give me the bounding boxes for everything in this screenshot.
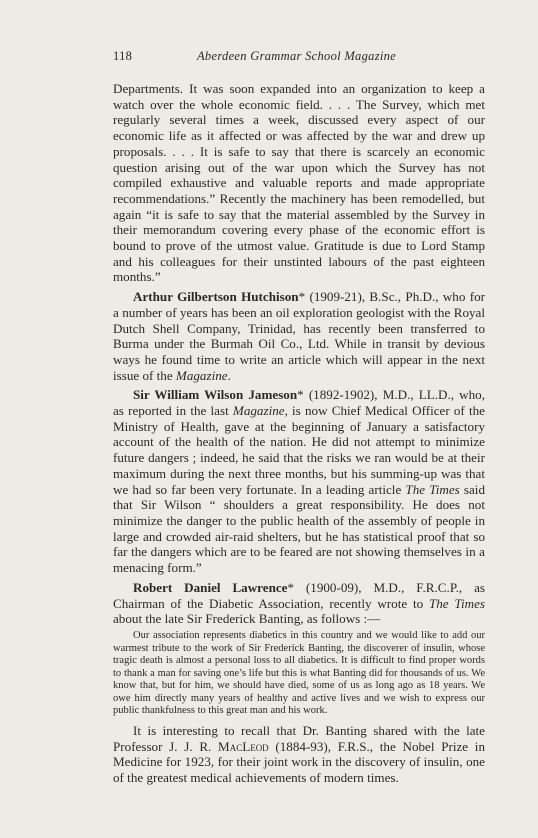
paragraph-banting-text-1: It is interesting to recall that Dr. Banting shared with the late Professor J. J. R. [113,723,485,754]
paragraph-survey: Departments. It was soon expanded into an organization to keep a watch over the whole economic field. . . . The Survey, which met regularly several times a week, discussed every aspect of our economic life as it affected or was affected by the war and drew up proposals. . . . It is safe to say that there is scarcely an economic question arising out of the war upon which the Survey has not compiled exhaustive and valuable reports and made appropriate recommendations.” Recently the machinery has been remodelled, but again “it is safe to say that the material assembled by the Survey in their memorandum covering every phase of the economic effort is bound to prove of the utmost value. Gratitude is due to Lord Stamp and his colleagues for their unstinted labours of the past eighteen months.” [113,81,485,285]
page-number: 118 [113,49,133,63]
paragraph-hutchison-end: . [227,367,231,383]
paragraph-hutchison-text: * (1909-21), B.Sc., Ph.D., who for a number of years has been an oil exploration geologist with the Royal Dutch Shell Company, Trinidad, has recently been transferred to Burma under the Burmah Oil Co., Ltd. While in transit by devious ways he found time to write an article which will appear in the next issue of the [113,289,485,383]
person-name-macleod: MacLeod [218,738,269,754]
paragraph-lawrence-text-2: about the late Sir Frederick Banting, as follows :— [113,611,381,627]
running-title: Aberdeen Grammar School Magazine [197,49,397,63]
paragraph-lawrence [113,580,485,627]
paragraph-hutchison [113,289,485,383]
paragraph-jameson-text-3: said that Sir Wilson “ shoulders a great responsibility. He does not minimize the danger to the public health of the assembly of people in large and crowded air-raid shelters, but he has statistical proof that so far the dangers which are to be feared are not showing themselves in a menacing form.” [113,481,485,576]
magazine-title: Magazine [175,367,228,383]
block-quote: Our association represents diabetics in this country and we would like to add our warmest tribute to the work of Sir Frederick Banting, the discoverer of insulin, whose tragic death is almost a personal loss to all diabetics. It is difficult to find proper words to thank a man for saving one’s life but this is what Banting did for thousands of us. We know that, but for him, we should have died, some of us as long ago as 18 years. We owe him directly many years of healthy and active lives and we wish to express our public thankfulness to this great man and his work. [113,629,485,717]
newspaper-title: The Times [405,481,460,497]
paragraph-jameson-text-2: , is now Chief Medical Officer of the Ministry of Health, gave at the beginning of January a satisfactory account of the health of the nation. He did not attempt to minimize future dangers ; indeed, he said that the risks we ran would be at their maximum during the next three months, but his summing-up was that we had so far been very fortunate. In a leading article [113,403,485,497]
paragraph-jameson-text-1: * (1892-1902), M.D., LL.D., who, as reported in the last [113,387,486,419]
paragraph-lawrence-text-1: * (1900-09), M.D., F.R.C.P., as Chairman of the Diabetic Association, recently wrote to [113,579,486,611]
paragraph-banting-text-2: (1884-93), F.R.S., the Nobel Prize in Medicine for 1923, for their joint work in the discovery of insulin, one of the greatest medical achievements of modern times. [113,738,485,786]
paragraph-jameson [113,387,485,575]
paragraph-banting [113,723,485,786]
article-body [113,81,485,786]
magazine-title: Magazine [232,403,285,419]
person-name-lawrence: Robert Daniel Lawrence [133,579,288,595]
newspaper-title: The Times [428,595,485,611]
person-name-jameson: Sir William Wilson Jameson [133,387,298,403]
person-name-hutchison: Arthur Gilbertson Hutchison [133,289,299,305]
